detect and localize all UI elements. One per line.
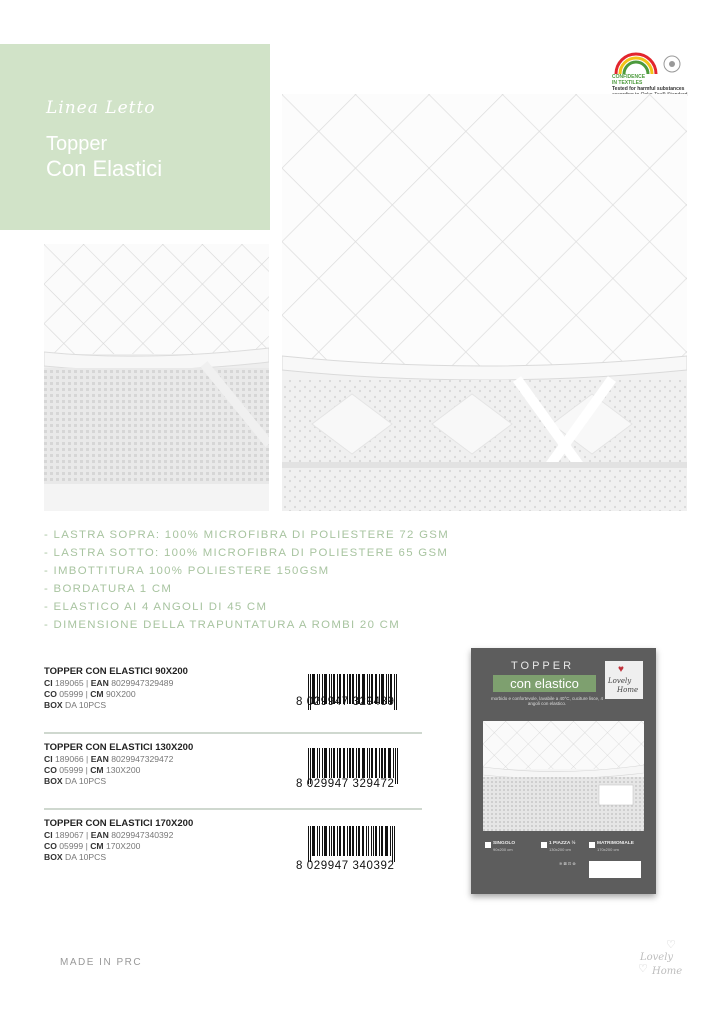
barcode-bar <box>322 748 323 778</box>
package-title: TOPPER <box>511 660 575 672</box>
feature-list <box>44 526 449 634</box>
size-value: 170x200 cm <box>597 847 619 852</box>
divider <box>44 808 422 810</box>
barcode-bar <box>356 826 357 856</box>
barcode-bar <box>388 748 391 778</box>
barcode-bar <box>337 748 338 778</box>
barcode-bar <box>333 826 335 856</box>
product-size-line: CO 05999 | CM 130X200 <box>44 765 141 775</box>
product-package <box>471 648 656 894</box>
barcode-digits: 8 029947 329472 <box>296 778 395 790</box>
barcode-bar <box>352 748 354 778</box>
barcode-bar <box>317 826 318 856</box>
heart-icon: ♡ <box>638 963 648 975</box>
barcode-bar <box>317 748 318 778</box>
barcode-bar <box>362 826 364 856</box>
barcode-bar <box>368 826 369 856</box>
logo-text-1: Lovely <box>640 952 674 963</box>
barcode-bar <box>319 748 320 778</box>
barcode-bar <box>379 826 380 856</box>
barcode-bar <box>358 748 360 778</box>
package-banner: con elastico <box>493 675 596 692</box>
wash-symbols: ≋ ⊠ ⊡ ⊗ <box>559 861 576 866</box>
barcode-bar <box>333 748 335 778</box>
barcode-bar <box>319 826 320 856</box>
product-box-line: BOX DA 10PCS <box>44 852 107 862</box>
product-title: TOPPER CON ELASTICI 90X200 <box>44 666 188 677</box>
barcode-bar <box>339 826 341 856</box>
barcode-bar <box>347 826 348 856</box>
product-title-line2: Con Elastici <box>46 156 163 181</box>
barcode-bar <box>375 748 377 778</box>
barcode-bar <box>329 826 330 856</box>
barcode-bar <box>308 826 309 862</box>
barcode-bar <box>379 748 380 778</box>
feature-item: - LASTRA SOPRA: 100% MICROFIBRA DI POLIESTERE 72 GSM <box>44 529 449 541</box>
package-logo-text-1: Lovely <box>608 677 632 685</box>
barcode-digits: 8 029947 329489 <box>296 696 395 708</box>
size-value: 90x200 cm <box>493 847 513 852</box>
barcode-bar <box>375 826 377 856</box>
lovely-home-logo <box>636 940 682 986</box>
barcode-bar <box>329 748 330 778</box>
checkbox-singolo <box>485 842 491 848</box>
divider <box>44 732 422 734</box>
barcode-bar <box>381 748 383 778</box>
barcode-bar <box>384 748 386 778</box>
barcode-130x200 <box>304 748 418 800</box>
barcode-bar <box>362 748 365 778</box>
barcode-bar <box>339 748 341 778</box>
product-box-line: BOX DA 10PCS <box>44 776 107 786</box>
product-code-line: CI 189067 | EAN 8029947340392 <box>44 830 174 840</box>
made-in-label: MADE IN PRC <box>60 957 143 968</box>
barcode-bar <box>394 826 395 862</box>
heart-icon: ♥ <box>618 664 624 675</box>
product-size-line: CO 05999 | CM 90X200 <box>44 689 136 699</box>
barcode-bar <box>310 826 311 862</box>
barcode-bar <box>312 826 315 856</box>
barcode-bar <box>349 826 351 856</box>
product-size-line: CO 05999 | CM 170X200 <box>44 841 141 851</box>
topper-corner-photo <box>44 244 269 511</box>
package-subtitle: morbido e confortevole, lavabile a 40°C, cuciture lisce, 4 angoli con elastico. <box>490 696 604 706</box>
product-code-line: CI 189066 | EAN 8029947329472 <box>44 754 174 764</box>
barcode-bar <box>331 748 332 778</box>
heart-icon: ♡ <box>666 939 676 951</box>
barcode-bar <box>337 826 338 856</box>
barcode-bar <box>343 748 345 778</box>
size-label: SINGOLO <box>493 841 516 846</box>
logo-text-2: Home <box>652 966 683 977</box>
barcode-bar <box>322 826 323 856</box>
checkbox-matrimoniale <box>589 842 595 848</box>
barcode-bar <box>358 826 360 856</box>
barcode-bar <box>392 826 393 862</box>
cert-line-1: CONFIDENCE <box>612 74 646 80</box>
product-box-line: BOX DA 10PCS <box>44 700 107 710</box>
product-title: TOPPER CON ELASTICI 170X200 <box>44 818 194 829</box>
topper-mattress-photo <box>282 94 687 511</box>
barcode-bar <box>371 826 372 856</box>
barcode-bar <box>352 826 354 856</box>
barcode-bar <box>331 826 332 856</box>
barcode-bar <box>349 748 351 778</box>
package-logo-text-2: Home <box>617 686 639 694</box>
barcode-bar <box>312 748 315 778</box>
barcode-digits: 8 029947 340392 <box>296 860 395 872</box>
checkbox-piazza <box>541 842 547 848</box>
barcode-bar <box>371 748 373 778</box>
size-value: 130x200 cm <box>549 847 571 852</box>
feature-item: - LASTRA SOTTO: 100% MICROFIBRA DI POLIESTERE 65 GSM <box>44 547 449 559</box>
package-logo <box>605 661 643 699</box>
feature-item: - BORDATURA 1 CM <box>44 583 173 595</box>
feature-item: - DIMENSIONE DELLA TRAPUNTATURA A ROMBI 20 CM <box>44 619 400 631</box>
header-panel <box>0 44 270 230</box>
size-label: 1 PIAZZA ½ <box>549 841 576 846</box>
barcode-bar <box>347 748 348 778</box>
barcode-bar <box>385 826 388 856</box>
package-photo <box>483 721 644 831</box>
cert-line-3: Tested for harmful substances <box>612 86 685 92</box>
barcode-bar <box>367 748 368 778</box>
barcode-bar <box>390 826 391 856</box>
barcode-bar <box>366 826 367 856</box>
barcode-bar <box>373 826 374 856</box>
barcode-bar <box>356 748 357 778</box>
barcode-bar <box>369 748 370 778</box>
barcode-bar <box>324 826 327 856</box>
barcode-bar <box>393 748 394 778</box>
line-name: Linea Letto <box>46 98 156 118</box>
product-title: TOPPER CON ELASTICI 130X200 <box>44 742 194 753</box>
cert-line-2: IN TEXTILES <box>612 80 643 86</box>
product-code-line: CI 189065 | EAN 8029947329489 <box>44 678 174 688</box>
barcode-bar <box>381 826 383 856</box>
product-title-line1: Topper <box>46 133 108 155</box>
feature-item: - ELASTICO AI 4 ANGOLI DI 45 CM <box>44 601 268 613</box>
barcode-bar <box>343 826 345 856</box>
size-label: MATRIMONIALE <box>597 841 634 846</box>
feature-item: - IMBOTTITURA 100% POLIESTERE 150GSM <box>44 565 330 577</box>
barcode-bar <box>324 748 327 778</box>
package-label-area <box>589 861 641 878</box>
